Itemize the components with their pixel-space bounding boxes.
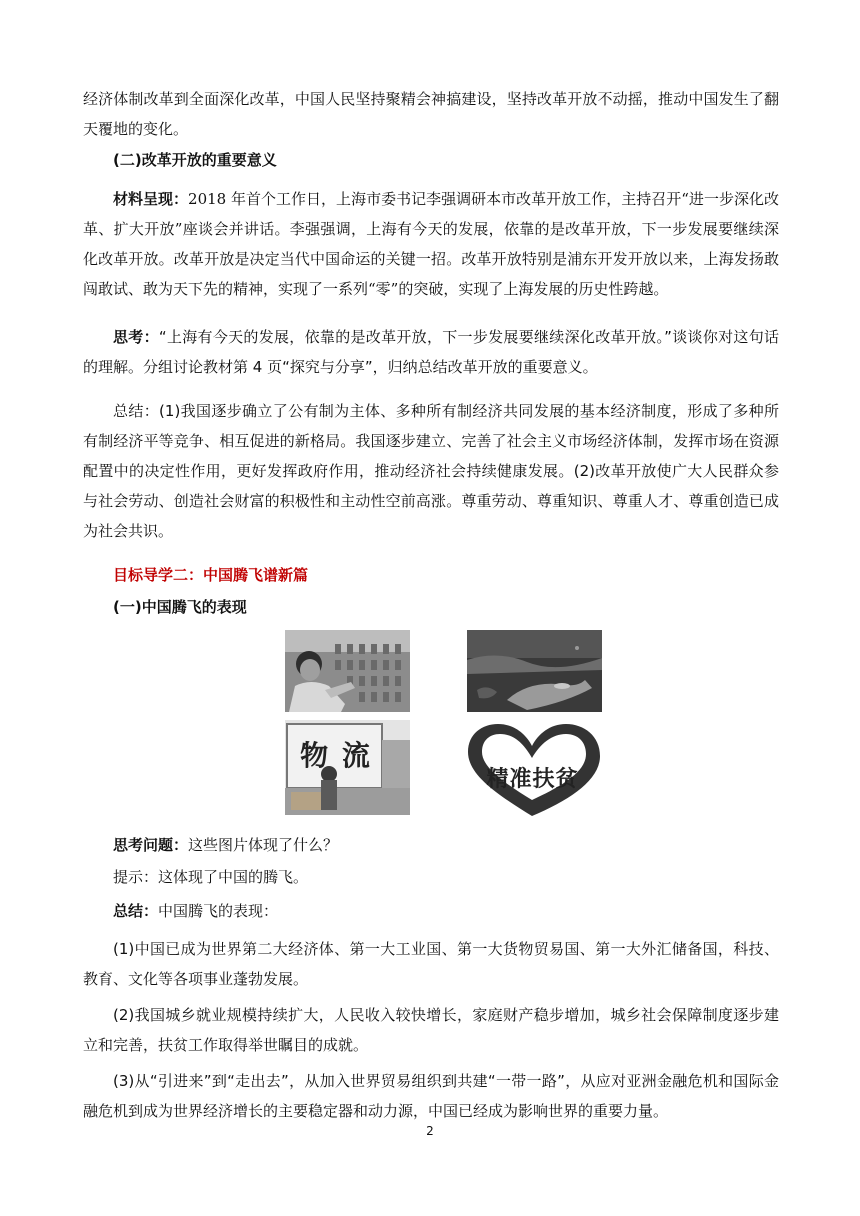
heading-goal-two: 目标导学二：中国腾飞谱新篇 xyxy=(113,566,309,584)
poverty-alleviation-heart-logo xyxy=(460,720,605,820)
paragraph-hint: 提示：这体现了中国的腾飞。 xyxy=(113,868,309,886)
list-item-3: (3)从“引进来”到“走出去”，从加入世界贸易组织到共建“一带一路”，从应对亚洲金融危机和国际金融危机到成为世界经济增长的主要稳定器和动力源，中国已经成为影响世界的重要力量。 xyxy=(83,1072,779,1120)
think-text: “上海有今天的发展，依靠的是改革开放，下一步发展要继续深化改革开放。”谈谈你对这句话的理解。分组讨论教材第 4 页“探究与分享”，归纳总结改革开放的重要意义。 xyxy=(83,328,779,376)
greenhouse-photo xyxy=(285,630,410,712)
logistics-sign-text: 物 流 xyxy=(300,739,372,772)
list-item-2: (2)我国城乡就业规模持续扩大，人民收入较快增长，家庭财产稳步增加，城乡社会保障制度逐步建立和完善，扶贫工作取得举世瞩目的成就。 xyxy=(83,1006,779,1054)
summary-label: 总结： xyxy=(113,902,159,920)
paragraph-question xyxy=(83,830,779,860)
paragraph-summary-performance xyxy=(83,896,779,926)
page-number: 2 xyxy=(426,1124,434,1138)
summary-text: 中国腾飞的表现： xyxy=(158,902,279,920)
question-label: 思考问题： xyxy=(113,836,189,854)
logistics-truck-photo xyxy=(285,720,410,815)
material-label: 材料呈现： xyxy=(113,190,189,208)
island-aerial-photo xyxy=(467,630,602,712)
question-text: 这些图片体现了什么？ xyxy=(188,836,339,854)
paragraph-reform-intro: 经济体制改革到全面深化改革，中国人民坚持聚精会神搞建设，坚持改革开放不动摇，推动中国发生了翻天覆地的变化。 xyxy=(83,90,779,138)
heading-performance: (一)中国腾飞的表现 xyxy=(113,598,247,616)
paragraph-material xyxy=(83,184,779,304)
poverty-logo-text: 精准扶贫 xyxy=(486,767,579,792)
paragraph-summary-significance: 总结：(1)我国逐步确立了公有制为主体、多种所有制经济共同发展的基本经济制度，形成了多种所有制经济平等竞争、相互促进的新格局。我国逐步建立、完善了社会主义市场经济体制，发挥市场在资源配置中的决定性作用，更好发挥政府作用，推动经济社会持续健康发展。(2)改革开放使广大人民群众参与社会劳动、创造社会财富的积极性和主动性空前高涨。尊重劳动、尊重知识、尊重人才、尊重创造已成为社会共识。 xyxy=(83,402,779,540)
material-text: 2018 年首个工作日，上海市委书记李强调研本市改革开放工作，主持召开“进一步深化改革、扩大开放”座谈会并讲话。李强强调，上海有今天的发展，依靠的是改革开放，下一步发展要继续深化改革开放。改革开放是决定当代中国命运的关键一招。改革开放特别是浦东开发开放以来，上海发扬敢闯敢试、敢为天下先的精神，实现了一系列“零”的突破，实现了上海发展的历史性跨越。 xyxy=(83,190,779,298)
paragraph-think xyxy=(83,322,779,382)
heading-significance: (二)改革开放的重要意义 xyxy=(113,151,277,169)
think-label: 思考： xyxy=(113,328,159,346)
list-item-1: (1)中国已成为世界第二大经济体、第一大工业国、第一大货物贸易国、第一大外汇储备国，科技、教育、文化等各项事业蓬勃发展。 xyxy=(83,940,779,988)
